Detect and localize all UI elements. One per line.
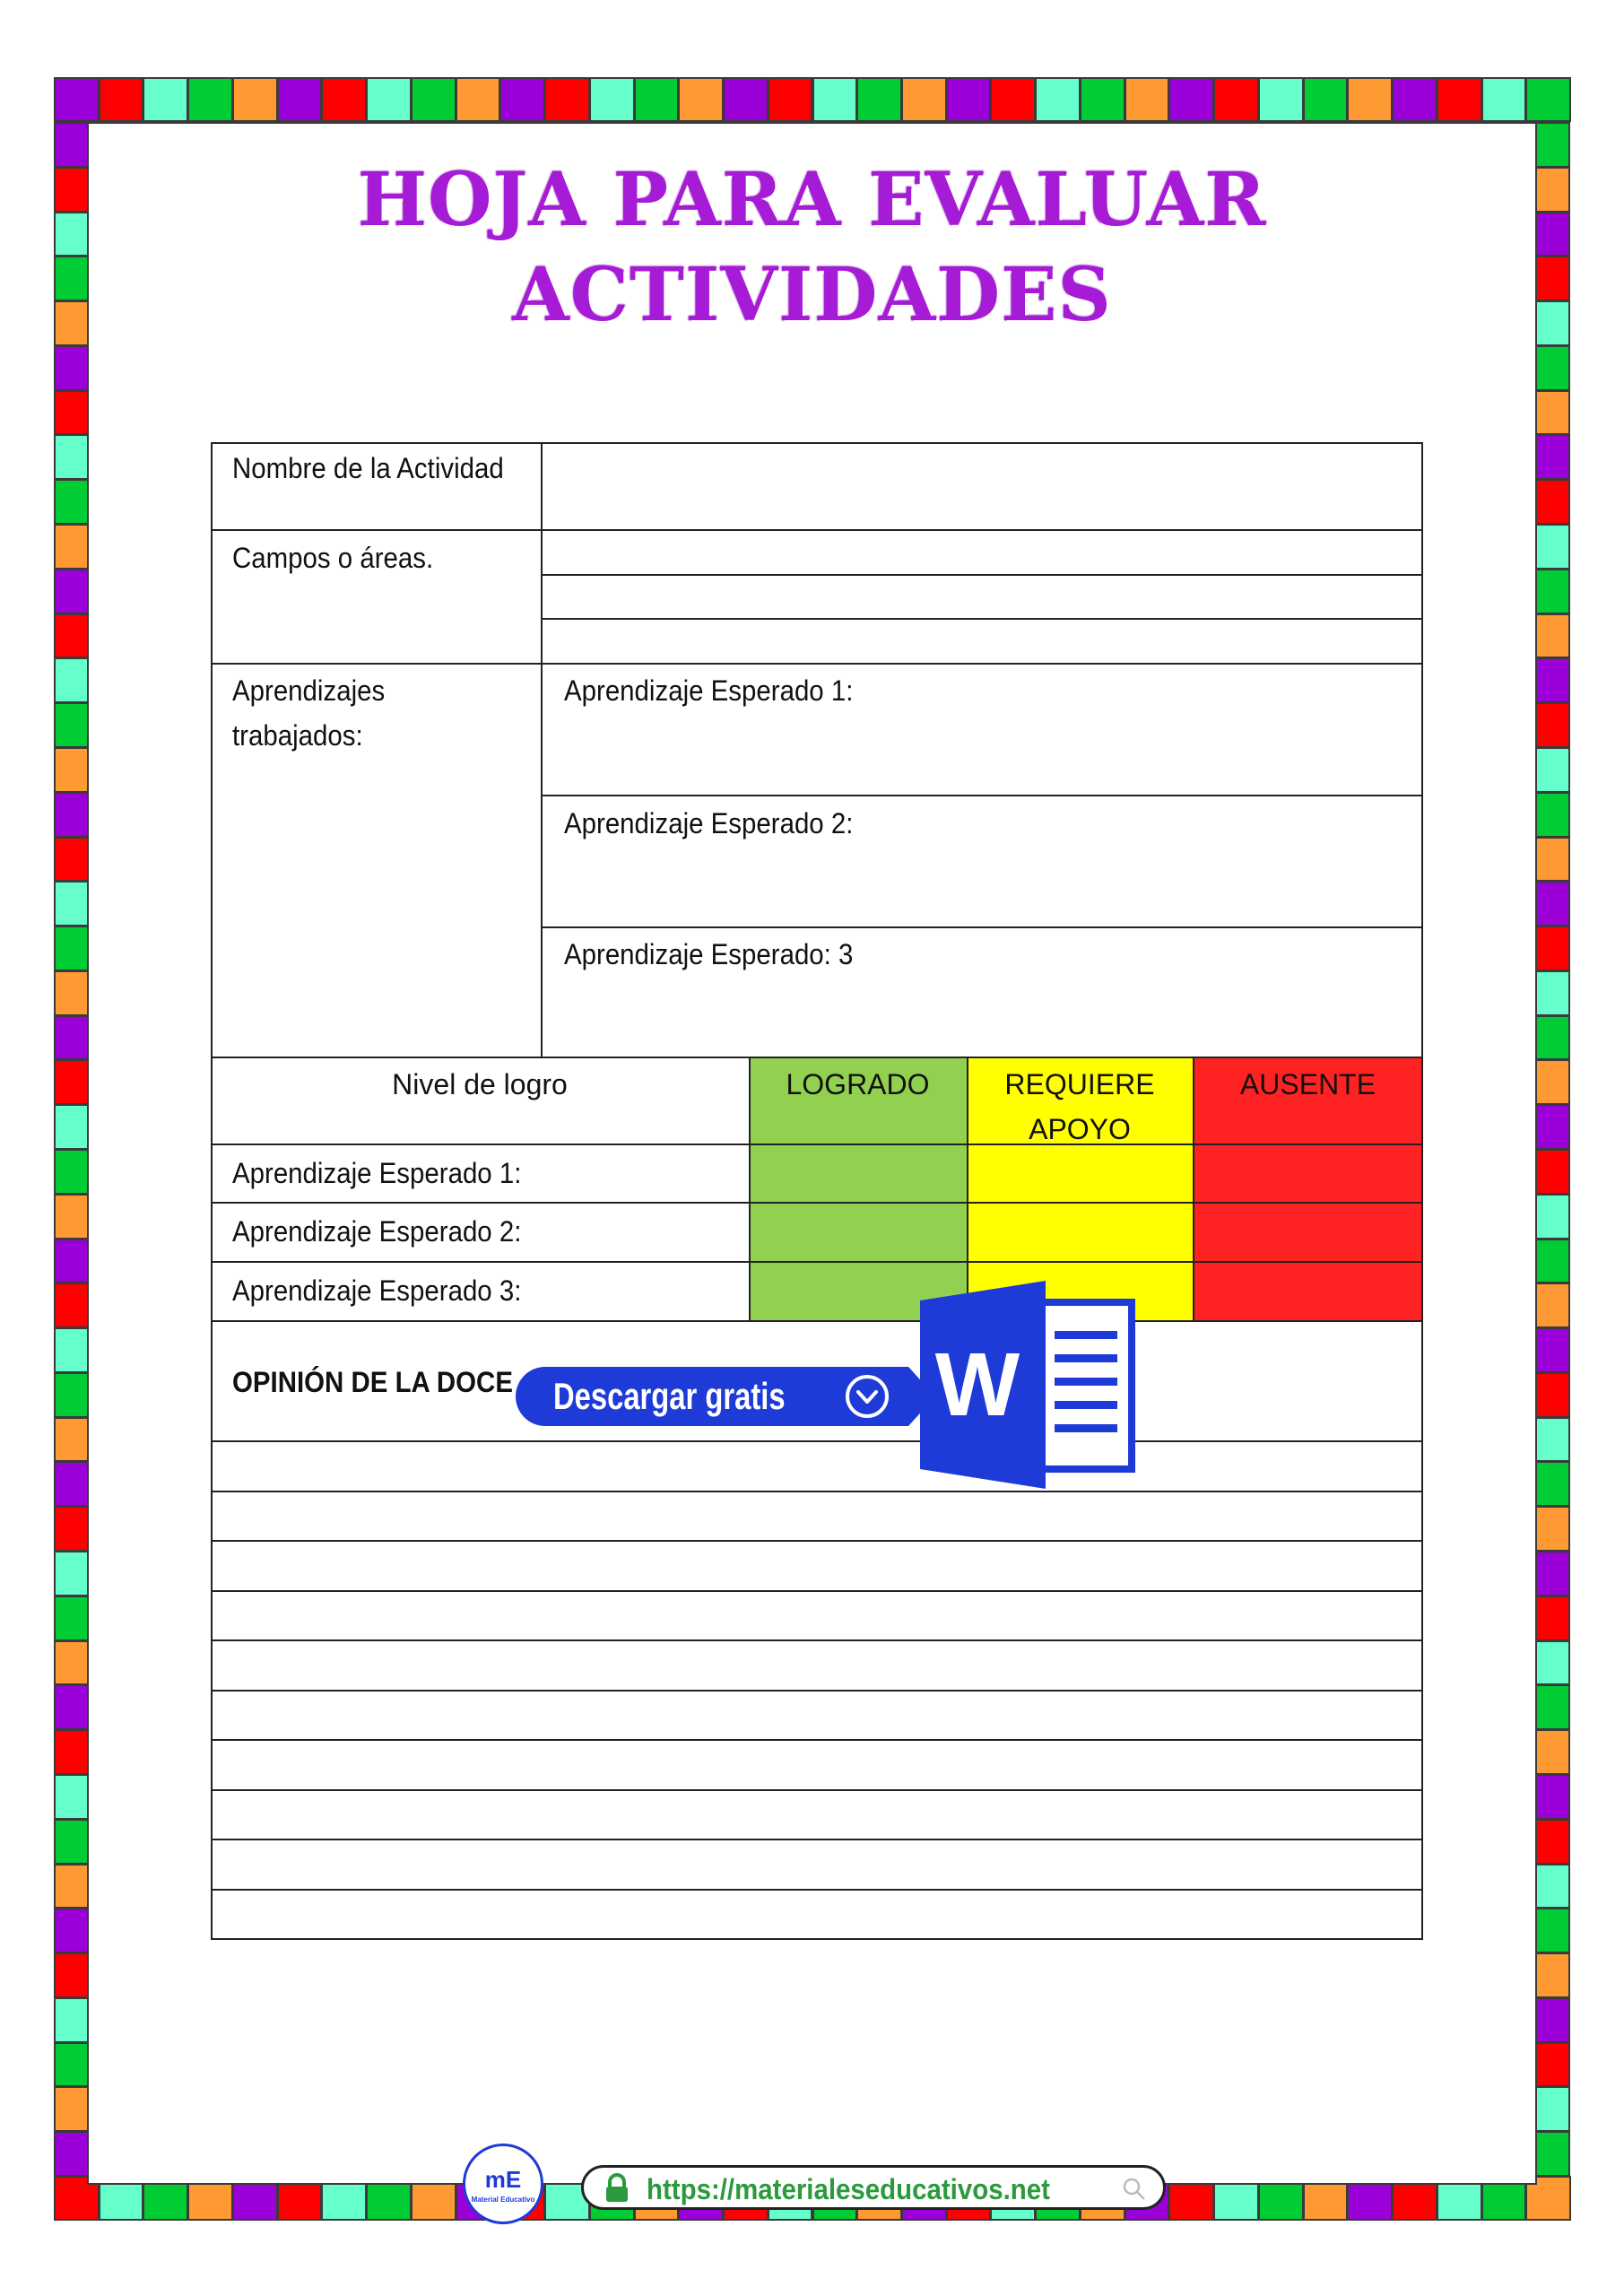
logrado-header: LOGRADO (786, 1068, 930, 1100)
border-tile (321, 77, 367, 122)
row-divider (211, 1202, 1423, 1204)
requiere-apoyo-header: REQUIERE APOYO (1004, 1068, 1155, 1145)
achievement-row-2-label: Aprendizaje Esperado 2: (232, 1215, 522, 1248)
opinion-label: OPINIÓN DE LA DOCE (232, 1366, 513, 1398)
achievement-row-1-label: Aprendizaje Esperado 1: (232, 1157, 522, 1189)
label-column-divider (541, 442, 543, 1057)
writing-line (211, 1590, 1423, 1592)
row-divider (541, 618, 1423, 620)
border-tile (54, 77, 100, 122)
border-tile (1481, 77, 1527, 122)
border-tile (544, 77, 590, 122)
row-divider (211, 1440, 1423, 1442)
url-text: https://materialeseducativos.net (647, 2173, 1050, 2205)
border-tile (678, 77, 724, 122)
table-border-left (211, 442, 213, 1940)
writing-line (211, 1639, 1423, 1641)
learning-3-label: Aprendizaje Esperado: 3 (564, 938, 854, 970)
search-icon[interactable] (1122, 2177, 1147, 2202)
areas-label: Campos o áreas. (232, 542, 434, 574)
table-border-right (1421, 442, 1423, 1940)
border-tile (812, 77, 858, 122)
border-tile (232, 77, 278, 122)
border-tile (1392, 77, 1437, 122)
row-divider (211, 529, 1423, 531)
writing-line (211, 1839, 1423, 1840)
achievement-header: Nivel de logro (392, 1068, 568, 1100)
table-border-bottom (211, 1938, 1423, 1940)
border-tile (1125, 77, 1170, 122)
border-tile (1035, 77, 1081, 122)
row-divider (211, 1320, 1423, 1322)
border-tile (1303, 77, 1349, 122)
border-tile (1080, 77, 1125, 122)
writing-line (211, 1789, 1423, 1791)
ausente-header: AUSENTE (1239, 1068, 1376, 1100)
border-tile (723, 77, 769, 122)
writing-line (211, 1690, 1423, 1692)
border-tile (1258, 77, 1304, 122)
document-title (179, 152, 1445, 343)
border-tile (411, 77, 456, 122)
writing-line (211, 1540, 1423, 1542)
learning-1-label: Aprendizaje Esperado 1: (564, 674, 854, 707)
writing-line (211, 1889, 1423, 1891)
border-tile (768, 77, 813, 122)
border-tile (99, 77, 144, 122)
ausente-cells-fill (1193, 1144, 1423, 1321)
border-tile (1213, 77, 1259, 122)
row-divider (211, 663, 1423, 665)
border-tile (1437, 77, 1482, 122)
site-logo-subtext: Material Educativo (471, 2196, 535, 2204)
border-tile (901, 77, 947, 122)
border-tile (589, 77, 635, 122)
border-tile (187, 77, 233, 122)
download-button[interactable] (516, 1367, 908, 1426)
row-divider (211, 1144, 1423, 1145)
chevron-down-icon (846, 1375, 889, 1418)
border-tile (456, 77, 501, 122)
writing-line (211, 1491, 1423, 1492)
border-tile (856, 77, 902, 122)
title-line-1: HOJA PARA EVALUAR (357, 157, 1267, 243)
learning-2-label: Aprendizaje Esperado 2: (564, 807, 854, 839)
learnings-label: Aprendizajes trabajados: (232, 674, 386, 752)
word-icon[interactable] (920, 1281, 1135, 1489)
border-tile (1168, 77, 1214, 122)
row-divider (541, 795, 1423, 796)
download-label: Descargar gratis (553, 1375, 786, 1417)
activity-name-label: Nombre de la Actividad (232, 452, 504, 484)
border-tile (143, 77, 188, 122)
row-divider (211, 1261, 1423, 1263)
border-tile (946, 77, 992, 122)
row-divider (541, 926, 1423, 928)
title-line-2: ACTIVIDADES (512, 252, 1112, 338)
achievement-row-3-label: Aprendizaje Esperado 3: (232, 1274, 522, 1307)
url-bar[interactable] (581, 2165, 1166, 2210)
border-tile (634, 77, 680, 122)
border-tile (1347, 77, 1393, 122)
lock-icon (602, 2173, 632, 2204)
border-tile (1525, 77, 1571, 122)
border-tile (277, 77, 323, 122)
border-tile (366, 77, 412, 122)
site-logo-text: mE (484, 2166, 522, 2193)
word-letter: W (934, 1335, 1020, 1435)
evaluation-table (211, 442, 1423, 1940)
table-border-top (211, 442, 1423, 444)
border-tile (499, 77, 545, 122)
row-divider (211, 1057, 1423, 1058)
writing-line (211, 1739, 1423, 1741)
border-tile (990, 77, 1036, 122)
site-logo[interactable] (463, 2144, 543, 2224)
row-divider (541, 574, 1423, 576)
